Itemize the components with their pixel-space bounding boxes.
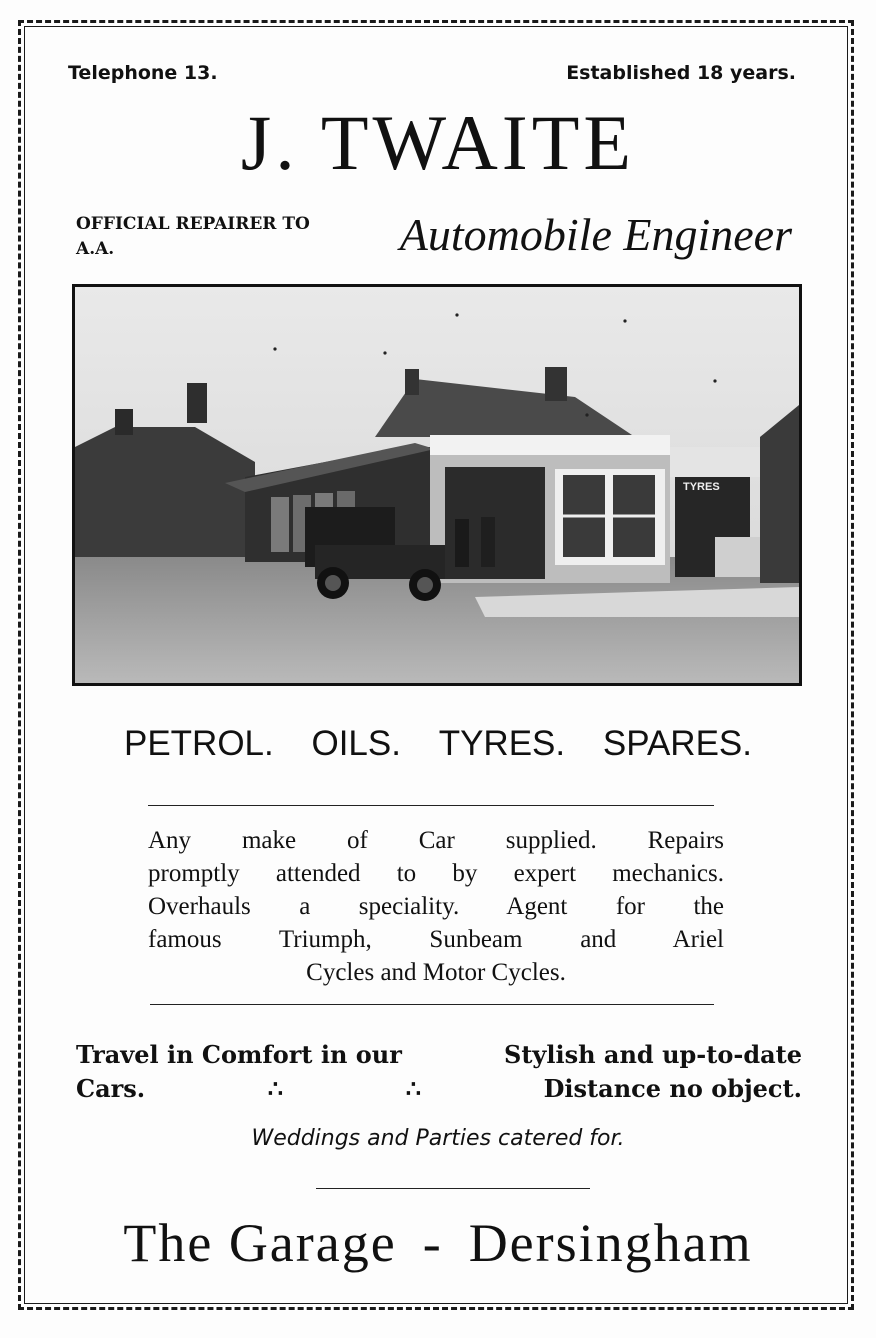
profession-title: Automobile Engineer [399, 209, 792, 260]
address-text [0, 1212, 876, 1274]
travel-dots: ∴ [267, 1074, 284, 1103]
description-paragraph [148, 824, 724, 989]
proprietor-name: J. TWAITE [240, 99, 636, 186]
divider-rule [148, 805, 714, 806]
services-list [0, 724, 876, 764]
divider-rule [316, 1188, 590, 1189]
travel-dots: ∴ [405, 1074, 421, 1103]
address-left: The Garage [123, 1213, 397, 1273]
divider-rule [150, 1004, 714, 1005]
description-line: promptly attended to by expert mechanics. [148, 860, 724, 887]
service-spares: SPARES. [602, 724, 752, 763]
garage-photograph [72, 284, 802, 686]
weddings-text: Weddings and Parties catered for. [251, 1126, 625, 1151]
description-line: Any make of Car supplied. Repairs [148, 827, 724, 854]
travel-line-2-left: Cars. [76, 1074, 146, 1103]
service-petrol: PETROL. [123, 724, 274, 763]
photo-sign-text: TYRES [683, 481, 720, 493]
travel-line-1-left: Travel in Comfort in our [76, 1040, 402, 1069]
service-tyres: TYRES. [438, 724, 566, 763]
description-line: famous Triumph, Sunbeam and Ariel [148, 926, 724, 953]
description-line: Overhauls a speciality. Agent for the [148, 893, 724, 920]
description-line: Cycles and Motor Cycles. [306, 959, 566, 986]
travel-line-1-right: Stylish and up-to-date [504, 1040, 802, 1069]
service-oils: OILS. [311, 724, 401, 763]
address-separator: - [422, 1213, 443, 1273]
travel-line-1 [76, 1040, 802, 1069]
address-right: Dersingham [468, 1213, 753, 1273]
official-repairer-text: OFFICIAL REPAIRER TO A.A. [76, 214, 310, 259]
established-text: Established 18 years. [566, 62, 796, 84]
telephone-text: Telephone 13. [68, 62, 218, 84]
travel-line-2-right: Distance no object. [543, 1074, 802, 1103]
travel-line-2 [76, 1074, 802, 1103]
